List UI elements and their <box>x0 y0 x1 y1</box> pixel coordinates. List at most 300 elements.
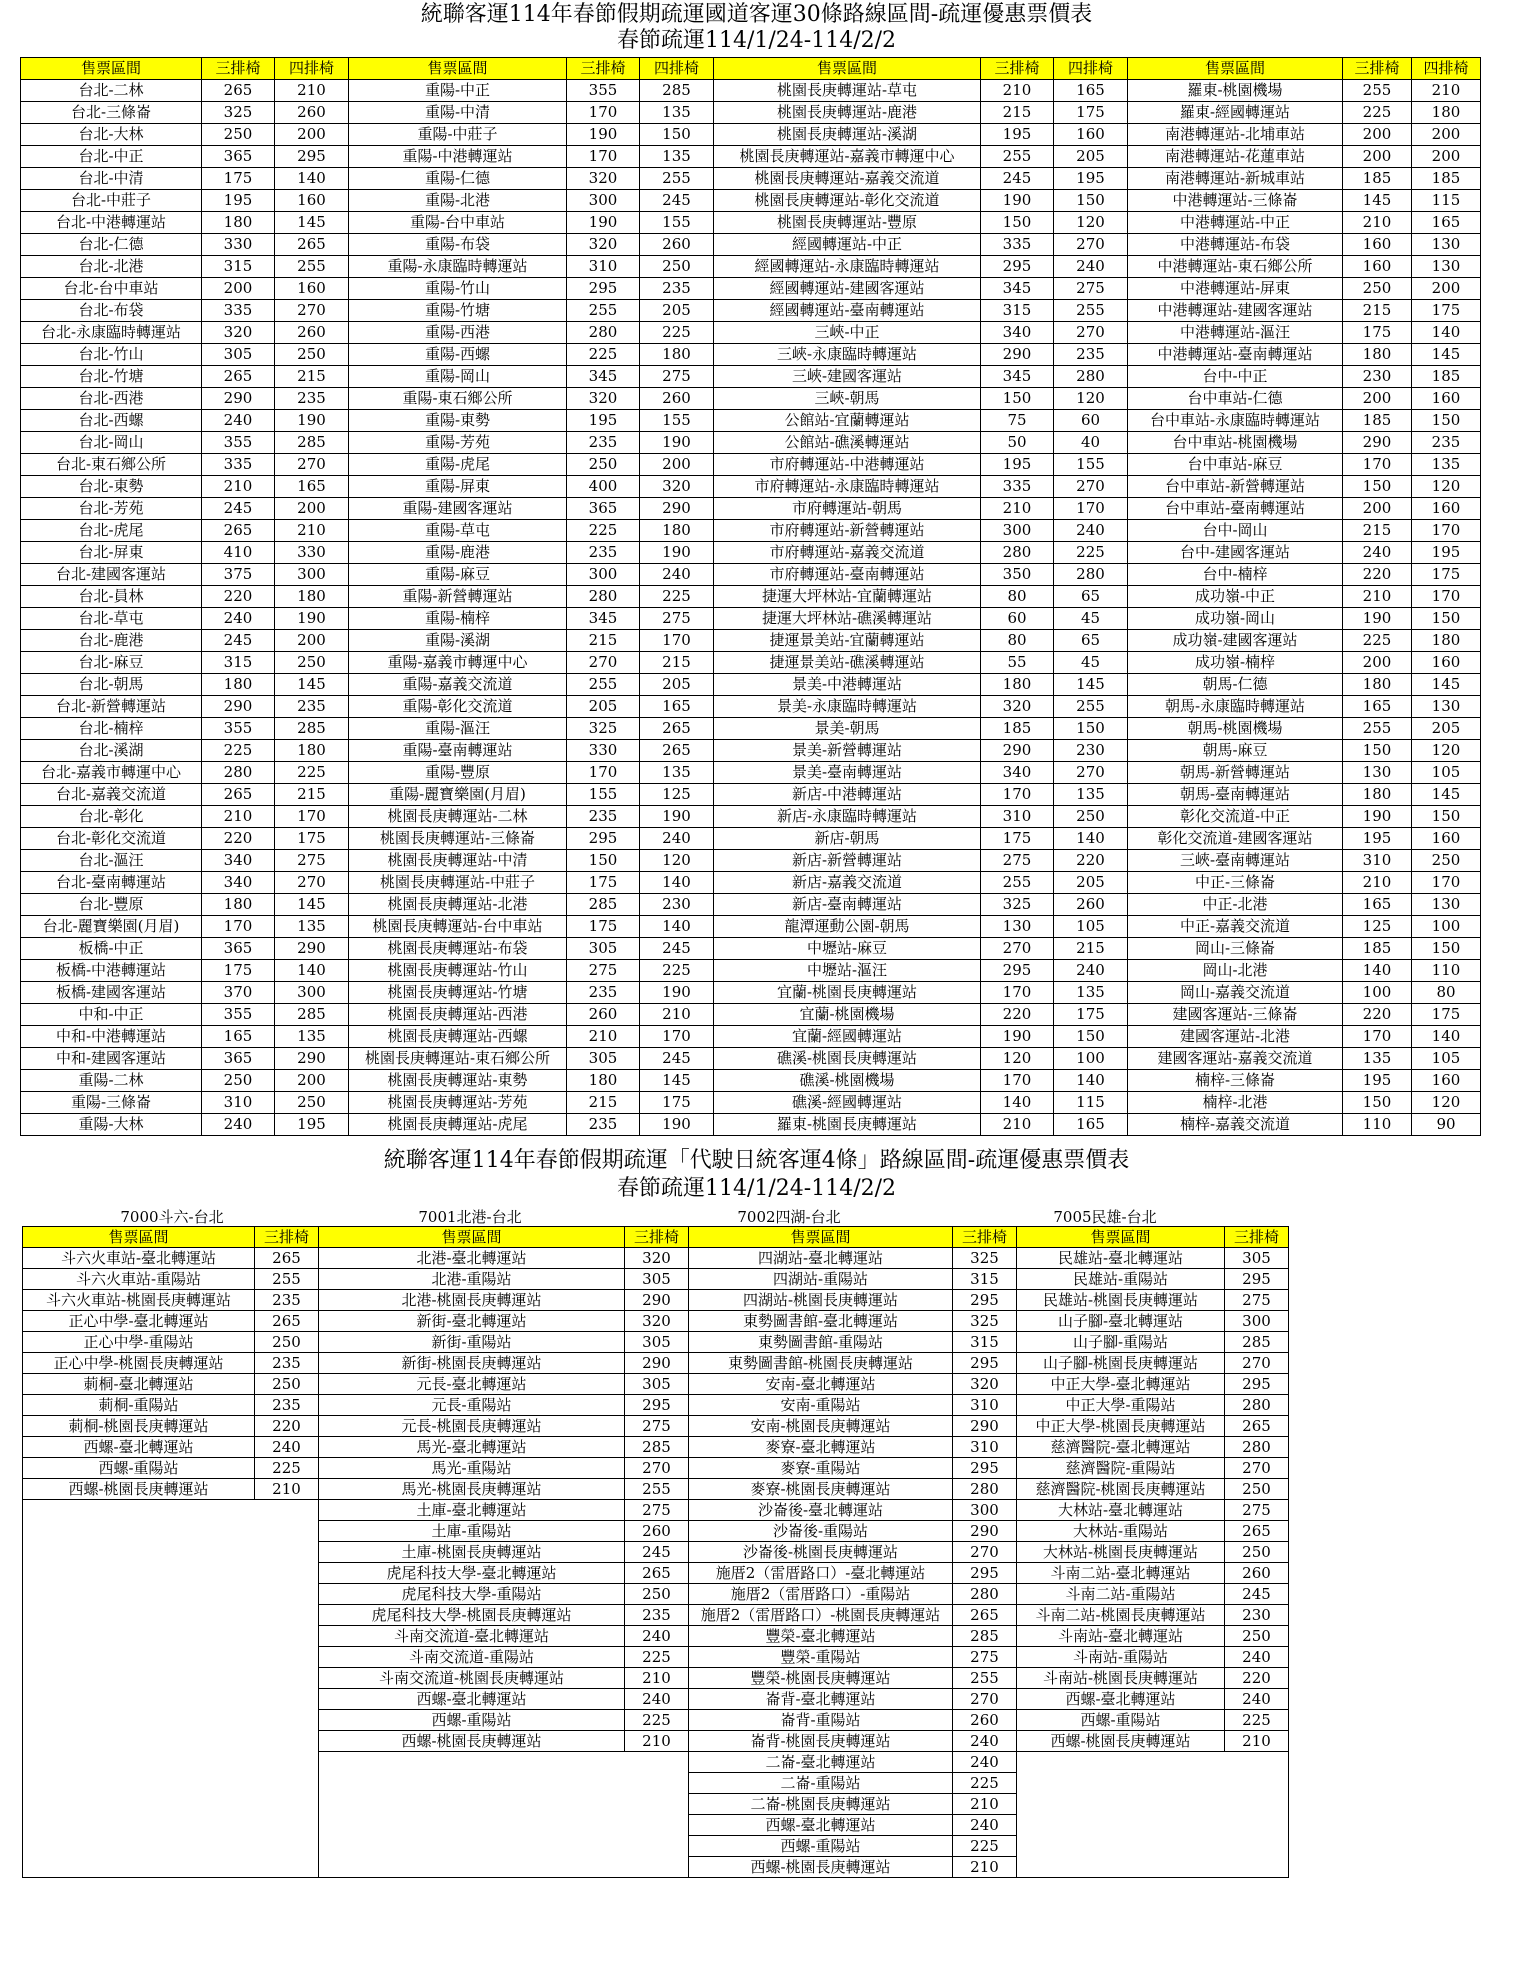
three-row-fare: 315 <box>953 1332 1017 1353</box>
four-row-fare: 105 <box>1412 762 1481 784</box>
route-section: 彰化交流道-中正 <box>1128 806 1343 828</box>
three-row-fare: 310 <box>567 256 640 278</box>
table-row <box>21 608 1481 630</box>
three-row-fare: 190 <box>1343 608 1412 630</box>
three-row-fare: 290 <box>981 344 1054 366</box>
route-section: 楠梓-北港 <box>1128 1092 1343 1114</box>
route-section: 台中-岡山 <box>1128 520 1343 542</box>
four-row-fare: 160 <box>1054 124 1128 146</box>
four-row-fare: 220 <box>1054 850 1128 872</box>
three-row-fare: 255 <box>567 674 640 696</box>
empty-cell <box>319 1794 689 1815</box>
route-section: 重陽-台中車站 <box>349 212 567 234</box>
route-label-7005: 7005民雄-台北 <box>1053 1208 1157 1226</box>
three-row-fare: 170 <box>981 1070 1054 1092</box>
route-section: 台北-彰化 <box>21 806 202 828</box>
three-row-fare: 335 <box>202 300 275 322</box>
three-row-fare: 150 <box>981 388 1054 410</box>
station-pair-header: 售票區間 <box>349 58 567 80</box>
four-row-fare: 255 <box>275 256 349 278</box>
route-section: 桃園長庚轉運站-二林 <box>349 806 567 828</box>
three-row-fare: 345 <box>981 366 1054 388</box>
four-row-fare: 145 <box>275 212 349 234</box>
four-row-fare: 270 <box>275 300 349 322</box>
four-row-fare: 190 <box>640 1114 714 1136</box>
table-row <box>23 1269 1289 1290</box>
four-row-fare: 200 <box>640 454 714 476</box>
route-section: 南港轉運站-花蓮車站 <box>1128 146 1343 168</box>
three-row-fare: 210 <box>202 806 275 828</box>
route-section: 三峽-朝馬 <box>714 388 981 410</box>
empty-cell <box>319 1836 689 1857</box>
four-row-fare: 170 <box>1412 872 1481 894</box>
four-row-fare: 140 <box>1054 1070 1128 1092</box>
route-section: 北港-桃園長庚轉運站 <box>319 1290 625 1311</box>
route-section: 桃園長庚轉運站-鹿港 <box>714 102 981 124</box>
four-row-fare: 260 <box>640 234 714 256</box>
table-row <box>21 520 1481 542</box>
four-row-fare: 205 <box>1412 718 1481 740</box>
three-row-fare: 310 <box>953 1395 1017 1416</box>
three-row-fare: 355 <box>202 432 275 454</box>
route-section: 台中車站-新營轉運站 <box>1128 476 1343 498</box>
three-row-fare: 190 <box>567 212 640 234</box>
route-section: 台北-布袋 <box>21 300 202 322</box>
four-row-fare: 40 <box>1054 432 1128 454</box>
route-section: 捷運景美站-礁溪轉運站 <box>714 652 981 674</box>
route-section: 西螺-臺北轉運站 <box>319 1689 625 1710</box>
three-row-fare: 295 <box>953 1458 1017 1479</box>
route-section: 新店-新營轉運站 <box>714 850 981 872</box>
three-row-fare: 150 <box>1343 740 1412 762</box>
four-row-fare: 210 <box>1412 80 1481 102</box>
four-row-fare: 210 <box>640 1004 714 1026</box>
three-row-fare: 275 <box>1225 1290 1289 1311</box>
empty-cell <box>23 1521 319 1542</box>
table-row <box>21 938 1481 960</box>
four-row-fare: 160 <box>275 190 349 212</box>
four-row-fare: 175 <box>1054 102 1128 124</box>
four-row-fare: 180 <box>640 520 714 542</box>
three-row-fare: 125 <box>1343 916 1412 938</box>
route-section: 斗南交流道-重陽站 <box>319 1647 625 1668</box>
table-row <box>21 432 1481 454</box>
three-row-fare: 265 <box>625 1563 689 1584</box>
four-row-fare: 115 <box>1054 1092 1128 1114</box>
route-section: 元長-桃園長庚轉運站 <box>319 1416 625 1437</box>
three-row-fare: 305 <box>567 1048 640 1070</box>
three-row-fare: 170 <box>567 762 640 784</box>
route-section: 重陽-鹿港 <box>349 542 567 564</box>
route-section: 朝馬-新營轉運站 <box>1128 762 1343 784</box>
empty-cell <box>23 1647 319 1668</box>
three-row-fare: 175 <box>567 916 640 938</box>
three-row-fare: 200 <box>1343 146 1412 168</box>
three-row-fare: 185 <box>981 718 1054 740</box>
three-row-fare: 320 <box>953 1374 1017 1395</box>
empty-cell <box>1017 1857 1289 1878</box>
four-row-fare: 145 <box>1412 674 1481 696</box>
three-row-fare: 225 <box>202 740 275 762</box>
empty-cell <box>319 1752 689 1773</box>
four-row-fare: 120 <box>1412 476 1481 498</box>
route-section: 中正-三條崙 <box>1128 872 1343 894</box>
empty-cell <box>23 1689 319 1710</box>
route-section: 台中車站-桃園機場 <box>1128 432 1343 454</box>
route-label-7000: 7000斗六-台北 <box>120 1208 224 1226</box>
route-section: 桃園長庚轉運站-竹塘 <box>349 982 567 1004</box>
three-row-fare: 185 <box>1343 410 1412 432</box>
station-pair-header: 售票區間 <box>689 1227 953 1248</box>
three-row-fare: 270 <box>625 1458 689 1479</box>
four-row-fare: 200 <box>275 124 349 146</box>
route-section: 崙背-桃園長庚轉運站 <box>689 1731 953 1752</box>
three-row-fare: 290 <box>202 388 275 410</box>
route-section: 礁溪-經國轉運站 <box>714 1092 981 1114</box>
table-row <box>23 1311 1289 1332</box>
four-row-fare: 180 <box>1412 630 1481 652</box>
three-row-seat-header: 三排椅 <box>625 1227 689 1248</box>
three-row-fare: 340 <box>202 872 275 894</box>
route-section: 山子腳-臺北轉運站 <box>1017 1311 1225 1332</box>
three-row-fare: 350 <box>981 564 1054 586</box>
four-row-fare: 225 <box>640 586 714 608</box>
table-row <box>21 278 1481 300</box>
three-row-fare: 325 <box>202 102 275 124</box>
three-row-fare: 55 <box>981 652 1054 674</box>
three-row-fare: 210 <box>625 1731 689 1752</box>
route-section: 重陽-中莊子 <box>349 124 567 146</box>
empty-cell <box>1017 1773 1289 1794</box>
table-row <box>21 872 1481 894</box>
route-section: 斗南交流道-臺北轉運站 <box>319 1626 625 1647</box>
four-row-fare: 285 <box>275 1004 349 1026</box>
route-section: 馬光-桃園長庚轉運站 <box>319 1479 625 1500</box>
route-section: 中正大學-桃園長庚轉運站 <box>1017 1416 1225 1437</box>
three-row-fare: 320 <box>625 1248 689 1269</box>
route-section: 重陽-布袋 <box>349 234 567 256</box>
route-section: 莿桐-臺北轉運站 <box>23 1374 255 1395</box>
three-row-fare: 200 <box>1343 124 1412 146</box>
route-section: 台北-虎尾 <box>21 520 202 542</box>
route-section: 成功嶺-岡山 <box>1128 608 1343 630</box>
three-row-fare: 240 <box>1225 1647 1289 1668</box>
four-row-fare: 270 <box>1054 234 1128 256</box>
route-section: 三峽-中正 <box>714 322 981 344</box>
route-section: 崙背-臺北轉運站 <box>689 1689 953 1710</box>
three-row-fare: 260 <box>567 1004 640 1026</box>
four-row-fare: 235 <box>1412 432 1481 454</box>
table-row <box>21 498 1481 520</box>
four-row-fare: 285 <box>275 718 349 740</box>
empty-cell <box>23 1584 319 1605</box>
route-section: 桃園長庚轉運站-溪湖 <box>714 124 981 146</box>
four-row-fare: 150 <box>1054 190 1128 212</box>
table-row <box>23 1773 1289 1794</box>
doc-subtitle-2: 春節疏運114/1/24-114/2/2 <box>616 1176 897 1201</box>
empty-cell <box>23 1542 319 1563</box>
four-row-fare: 265 <box>275 234 349 256</box>
four-row-fare: 135 <box>275 1026 349 1048</box>
empty-cell <box>23 1500 319 1521</box>
route-section: 建國客運站-三條崙 <box>1128 1004 1343 1026</box>
empty-cell <box>23 1857 319 1878</box>
three-row-fare: 245 <box>202 498 275 520</box>
route-section: 西螺-臺北轉運站 <box>23 1437 255 1458</box>
route-section: 重陽-彰化交流道 <box>349 696 567 718</box>
four-row-fare: 125 <box>640 784 714 806</box>
three-row-fare: 290 <box>953 1416 1017 1437</box>
three-row-fare: 265 <box>1225 1521 1289 1542</box>
table-row <box>21 388 1481 410</box>
three-row-fare: 265 <box>202 520 275 542</box>
three-row-fare: 185 <box>1343 938 1412 960</box>
route-section: 羅東-桃園長庚轉運站 <box>714 1114 981 1136</box>
three-row-fare: 250 <box>625 1584 689 1605</box>
four-row-fare: 160 <box>1412 652 1481 674</box>
three-row-fare: 275 <box>1225 1500 1289 1521</box>
route-section: 斗六火車站-桃園長庚轉運站 <box>23 1290 255 1311</box>
three-row-fare: 340 <box>202 850 275 872</box>
four-row-fare: 255 <box>640 168 714 190</box>
three-row-fare: 220 <box>1225 1668 1289 1689</box>
route-section: 台北-漚汪 <box>21 850 202 872</box>
fare-table-4-routes <box>22 1226 1289 1878</box>
three-row-seat-header: 三排椅 <box>567 58 640 80</box>
four-row-fare: 280 <box>1054 564 1128 586</box>
route-section: 朝馬-臺南轉運站 <box>1128 784 1343 806</box>
four-row-fare: 140 <box>640 916 714 938</box>
table-row <box>21 784 1481 806</box>
four-row-fare: 245 <box>640 1048 714 1070</box>
three-row-fare: 150 <box>981 212 1054 234</box>
three-row-fare: 265 <box>255 1311 319 1332</box>
route-section: 斗南站-重陽站 <box>1017 1647 1225 1668</box>
route-section: 岡山-三條崙 <box>1128 938 1343 960</box>
three-row-fare: 305 <box>567 938 640 960</box>
doc-title-1: 統聯客運114年春節假期疏運國道客運30條路線區間-疏運優惠票價表 <box>420 2 1093 27</box>
route-section: 台中車站-麻豆 <box>1128 454 1343 476</box>
four-row-fare: 260 <box>275 102 349 124</box>
three-row-fare: 330 <box>202 234 275 256</box>
three-row-fare: 225 <box>625 1647 689 1668</box>
route-section: 經國轉運站-臺南轉運站 <box>714 300 981 322</box>
route-section: 施厝2（雷厝路口）-臺北轉運站 <box>689 1563 953 1584</box>
three-row-fare: 310 <box>1343 850 1412 872</box>
route-section: 斗南二站-重陽站 <box>1017 1584 1225 1605</box>
four-row-fare: 130 <box>1412 256 1481 278</box>
route-section: 三峽-臺南轉運站 <box>1128 850 1343 872</box>
three-row-fare: 145 <box>1343 190 1412 212</box>
table-row <box>21 344 1481 366</box>
three-row-fare: 210 <box>981 1114 1054 1136</box>
route-section: 台中-建國客運站 <box>1128 542 1343 564</box>
three-row-fare: 295 <box>953 1563 1017 1584</box>
four-row-fare: 135 <box>1054 784 1128 806</box>
four-row-fare: 160 <box>1412 498 1481 520</box>
three-row-fare: 310 <box>202 1092 275 1114</box>
four-row-fare: 45 <box>1054 652 1128 674</box>
three-row-fare: 210 <box>981 498 1054 520</box>
route-section: 大林站-桃園長庚轉運站 <box>1017 1542 1225 1563</box>
four-row-fare: 160 <box>1412 388 1481 410</box>
four-row-fare: 135 <box>640 762 714 784</box>
four-row-fare: 100 <box>1054 1048 1128 1070</box>
route-section: 經國轉運站-建國客運站 <box>714 278 981 300</box>
table-row <box>21 960 1481 982</box>
three-row-fare: 310 <box>953 1437 1017 1458</box>
route-section: 羅東-經國轉運站 <box>1128 102 1343 124</box>
three-row-fare: 255 <box>981 146 1054 168</box>
three-row-fare: 180 <box>202 894 275 916</box>
route-section: 重陽-竹山 <box>349 278 567 300</box>
route-section: 正心中學-臺北轉運站 <box>23 1311 255 1332</box>
three-row-fare: 295 <box>1225 1374 1289 1395</box>
three-row-fare: 290 <box>953 1521 1017 1542</box>
route-section: 桃園長庚轉運站-竹山 <box>349 960 567 982</box>
three-row-fare: 250 <box>202 124 275 146</box>
three-row-fare: 235 <box>625 1605 689 1626</box>
route-section: 重陽-嘉義交流道 <box>349 674 567 696</box>
three-row-fare: 355 <box>202 718 275 740</box>
table-row <box>21 564 1481 586</box>
three-row-fare: 210 <box>953 1857 1017 1878</box>
four-row-fare: 80 <box>1412 982 1481 1004</box>
route-section: 中港轉運站-臺南轉運站 <box>1128 344 1343 366</box>
three-row-fare: 320 <box>567 234 640 256</box>
three-row-fare: 215 <box>1343 520 1412 542</box>
three-row-fare: 245 <box>981 168 1054 190</box>
three-row-fare: 200 <box>1343 498 1412 520</box>
four-row-fare: 140 <box>1412 1026 1481 1048</box>
route-section: 重陽-建國客運站 <box>349 498 567 520</box>
three-row-fare: 120 <box>981 1048 1054 1070</box>
table-row <box>21 410 1481 432</box>
three-row-fare: 190 <box>981 1026 1054 1048</box>
route-section: 重陽-麗寶樂園(月眉) <box>349 784 567 806</box>
three-row-fare: 225 <box>1343 630 1412 652</box>
three-row-fare: 60 <box>981 608 1054 630</box>
route-section: 朝馬-麻豆 <box>1128 740 1343 762</box>
three-row-fare: 275 <box>981 850 1054 872</box>
three-row-fare: 170 <box>1343 454 1412 476</box>
table-row <box>23 1353 1289 1374</box>
four-row-fare: 285 <box>640 80 714 102</box>
route-section: 桃園長庚轉運站-中莊子 <box>349 872 567 894</box>
three-row-fare: 270 <box>1225 1458 1289 1479</box>
four-row-fare: 200 <box>1412 124 1481 146</box>
route-section: 重陽-大林 <box>21 1114 202 1136</box>
three-row-fare: 175 <box>567 872 640 894</box>
four-row-fare: 260 <box>1054 894 1128 916</box>
table-row <box>21 102 1481 124</box>
route-section: 西螺-臺北轉運站 <box>1017 1689 1225 1710</box>
route-section: 麥寮-桃園長庚轉運站 <box>689 1479 953 1500</box>
four-row-fare: 200 <box>1412 146 1481 168</box>
three-row-fare: 255 <box>1343 80 1412 102</box>
three-row-fare: 240 <box>255 1437 319 1458</box>
three-row-fare: 155 <box>567 784 640 806</box>
four-row-fare: 140 <box>275 168 349 190</box>
route-section: 重陽-楠梓 <box>349 608 567 630</box>
route-section: 中正大學-重陽站 <box>1017 1395 1225 1416</box>
three-row-fare: 280 <box>567 322 640 344</box>
route-section: 桃園長庚轉運站-西螺 <box>349 1026 567 1048</box>
four-row-fare: 275 <box>640 366 714 388</box>
route-section: 桃園長庚轉運站-東勢 <box>349 1070 567 1092</box>
three-row-fare: 270 <box>953 1542 1017 1563</box>
route-section: 慈濟醫院-桃園長庚轉運站 <box>1017 1479 1225 1500</box>
route-section: 虎尾科技大學-臺北轉運站 <box>319 1563 625 1584</box>
route-section: 豐榮-桃園長庚轉運站 <box>689 1668 953 1689</box>
route-section: 西螺-重陽站 <box>689 1836 953 1857</box>
route-section: 台北-溪湖 <box>21 740 202 762</box>
four-row-fare: 130 <box>1412 894 1481 916</box>
three-row-fare: 220 <box>202 586 275 608</box>
three-row-fare: 335 <box>981 234 1054 256</box>
route-section: 西螺-重陽站 <box>1017 1710 1225 1731</box>
three-row-fare: 320 <box>981 696 1054 718</box>
three-row-fare: 200 <box>1343 388 1412 410</box>
route-section: 台北-仁德 <box>21 234 202 256</box>
station-pair-header: 售票區間 <box>23 1227 255 1248</box>
four-row-fare: 155 <box>640 410 714 432</box>
three-row-fare: 235 <box>567 982 640 1004</box>
three-row-fare: 180 <box>1343 344 1412 366</box>
three-row-fare: 190 <box>981 190 1054 212</box>
route-section: 台北-中港轉運站 <box>21 212 202 234</box>
table-row <box>21 828 1481 850</box>
three-row-fare: 270 <box>1225 1353 1289 1374</box>
route-section: 朝馬-永康臨時轉運站 <box>1128 696 1343 718</box>
three-row-fare: 300 <box>981 520 1054 542</box>
three-row-fare: 175 <box>1343 322 1412 344</box>
route-section: 元長-臺北轉運站 <box>319 1374 625 1395</box>
table-row <box>21 300 1481 322</box>
route-section: 成功嶺-楠梓 <box>1128 652 1343 674</box>
three-row-fare: 340 <box>981 322 1054 344</box>
three-row-fare: 195 <box>1343 1070 1412 1092</box>
empty-cell <box>23 1605 319 1626</box>
three-row-fare: 195 <box>202 190 275 212</box>
three-row-fare: 295 <box>625 1395 689 1416</box>
three-row-fare: 240 <box>953 1752 1017 1773</box>
four-row-fare: 290 <box>275 938 349 960</box>
three-row-fare: 240 <box>1225 1689 1289 1710</box>
four-row-fare: 290 <box>275 1048 349 1070</box>
route-section: 龍潭運動公園-朝馬 <box>714 916 981 938</box>
four-row-fare: 185 <box>1412 168 1481 190</box>
three-row-fare: 295 <box>981 256 1054 278</box>
three-row-fare: 160 <box>1343 256 1412 278</box>
route-section: 重陽-北港 <box>349 190 567 212</box>
three-row-fare: 365 <box>202 1048 275 1070</box>
route-section: 二崙-臺北轉運站 <box>689 1752 953 1773</box>
route-section: 桃園長庚轉運站-虎尾 <box>349 1114 567 1136</box>
four-row-fare: 225 <box>640 960 714 982</box>
route-section: 建國客運站-嘉義交流道 <box>1128 1048 1343 1070</box>
three-row-seat-header: 三排椅 <box>255 1227 319 1248</box>
route-section: 台北-楠梓 <box>21 718 202 740</box>
route-section: 西螺-桃園長庚轉運站 <box>319 1731 625 1752</box>
three-row-fare: 175 <box>202 960 275 982</box>
table-row <box>23 1479 1289 1500</box>
table-row <box>21 1026 1481 1048</box>
route-section: 安南-重陽站 <box>689 1395 953 1416</box>
route-section: 民雄站-重陽站 <box>1017 1269 1225 1290</box>
route-section: 重陽-中清 <box>349 102 567 124</box>
four-row-fare: 150 <box>640 124 714 146</box>
